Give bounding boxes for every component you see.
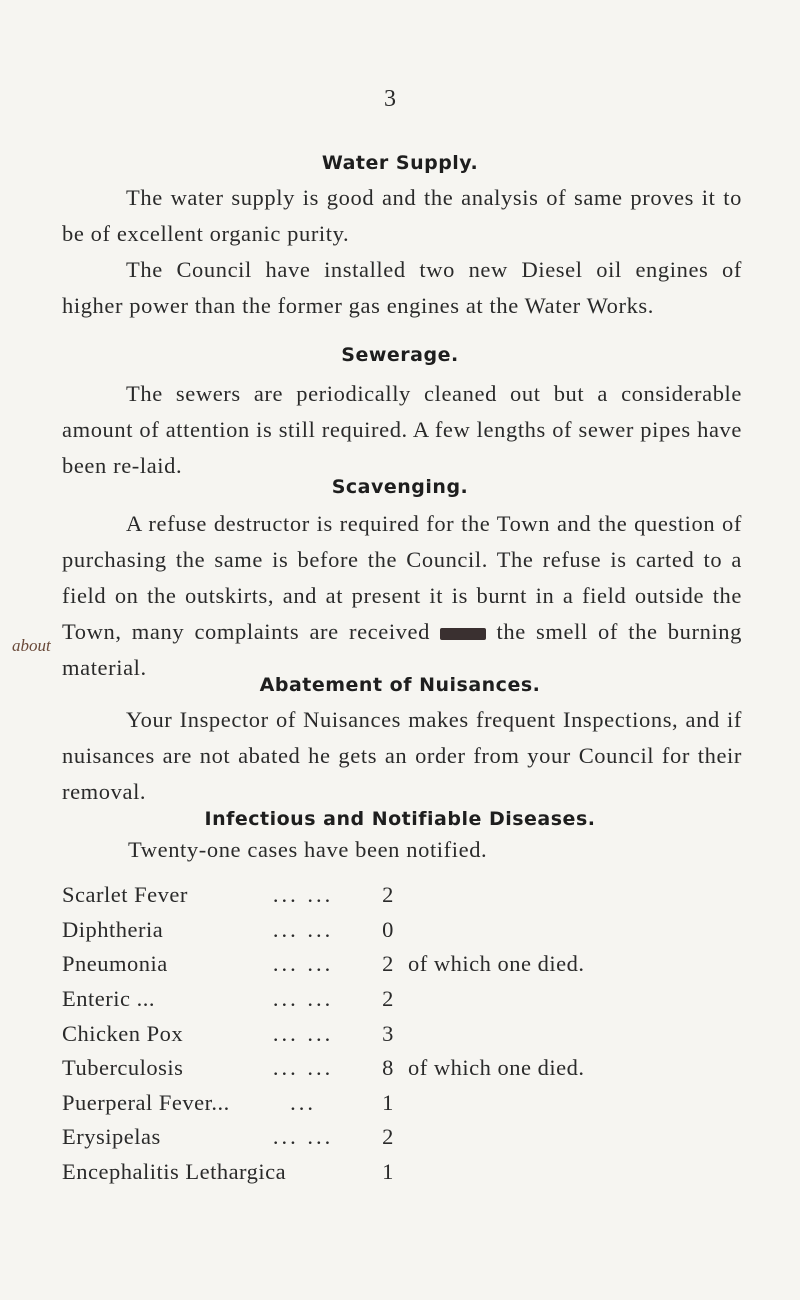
disease-name: Diphtheria [62,916,164,942]
leader-dots: ... ... [272,951,334,977]
case-count: 0 [382,916,394,942]
handwritten-margin-note: about [12,636,51,655]
case-remark [408,913,584,948]
case-count: 8 [382,1055,394,1081]
table-row [62,1120,584,1155]
scavenging-text-before: A refuse destructor is required for the Town and the question of purchasing the same is before the Council. The refuse is carted to a field on the outskirts, and at present it is burnt in a field outside the Town, many complaints are received [62,511,742,644]
table-row [62,913,584,948]
page-number: 3 [384,86,396,112]
abatement-paragraph: Your Inspector of Nuisances makes frequent Inspections, and if nuisances are not abated he gets an order from your Council for their removal. [62,707,742,804]
infectious-intro: Twenty-one cases have been notified. [128,837,488,862]
leader-dots: ... [290,1089,316,1115]
disease-name: Tuberculosis [62,1055,184,1081]
heading-abatement: Abatement of Nuisances. [259,674,541,696]
water-supply-paragraph-2: The Council have installed two new Diesel oil engines of higher power than the former gas engines at the Water Works. [62,257,742,318]
table-row [62,1155,584,1190]
heading-infectious-diseases: Infectious and Notifiable Diseases. [204,808,596,830]
case-remark: of which one died. [408,951,585,977]
case-remark [408,1086,584,1121]
case-remark: of which one died. [408,1055,585,1081]
leader-dots: ... ... [272,1020,334,1046]
table-row [62,947,584,982]
case-remark [408,1016,584,1051]
leader-dots: ... ... [272,882,334,908]
case-count: 2 [382,1124,394,1150]
leader-dots: ... ... [272,916,334,942]
case-remark [408,1155,584,1190]
case-count: 2 [382,882,394,908]
heading-sewerage: Sewerage. [341,344,459,366]
heading-water-supply: Water Supply. [321,152,479,174]
case-count: 2 [382,951,394,977]
disease-name: Encephalitis Lethargica [62,1159,287,1185]
table-row [62,1016,584,1051]
case-remark [408,1120,584,1155]
leader-dots: ... ... [272,1055,334,1081]
table-row [62,1086,584,1121]
struck-out-word [440,628,486,640]
case-remark [408,982,584,1017]
table-row [62,982,584,1017]
disease-name: Enteric ... [62,986,155,1012]
disease-name: Pneumonia [62,951,168,977]
case-count: 3 [382,1020,394,1046]
table-row [62,1051,584,1086]
leader-dots: ... ... [272,1124,334,1150]
case-remark [408,878,584,913]
disease-name: Chicken Pox [62,1020,184,1046]
heading-scavenging: Scavenging. [331,476,469,498]
case-count: 1 [382,1159,394,1185]
sewerage-paragraph: The sewers are periodically cleaned out but a considerable amount of attention is still required. A few lengths of sewer pipes have been re-laid. [62,381,742,478]
scavenging-text-after: the smell of the burning material. [62,619,742,680]
disease-name: Scarlet Fever [62,882,188,908]
diseases-table [62,878,584,1189]
scavenging-paragraph [62,506,742,686]
table-row [62,878,584,913]
case-count: 1 [382,1089,394,1115]
water-supply-paragraph-1: The water supply is good and the analysis of same proves it to be of excellent organic purity. [62,185,742,246]
leader-dots: ... ... [272,986,334,1012]
disease-name: Puerperal Fever... [62,1089,230,1115]
case-count: 2 [382,986,394,1012]
disease-name: Erysipelas [62,1124,161,1150]
